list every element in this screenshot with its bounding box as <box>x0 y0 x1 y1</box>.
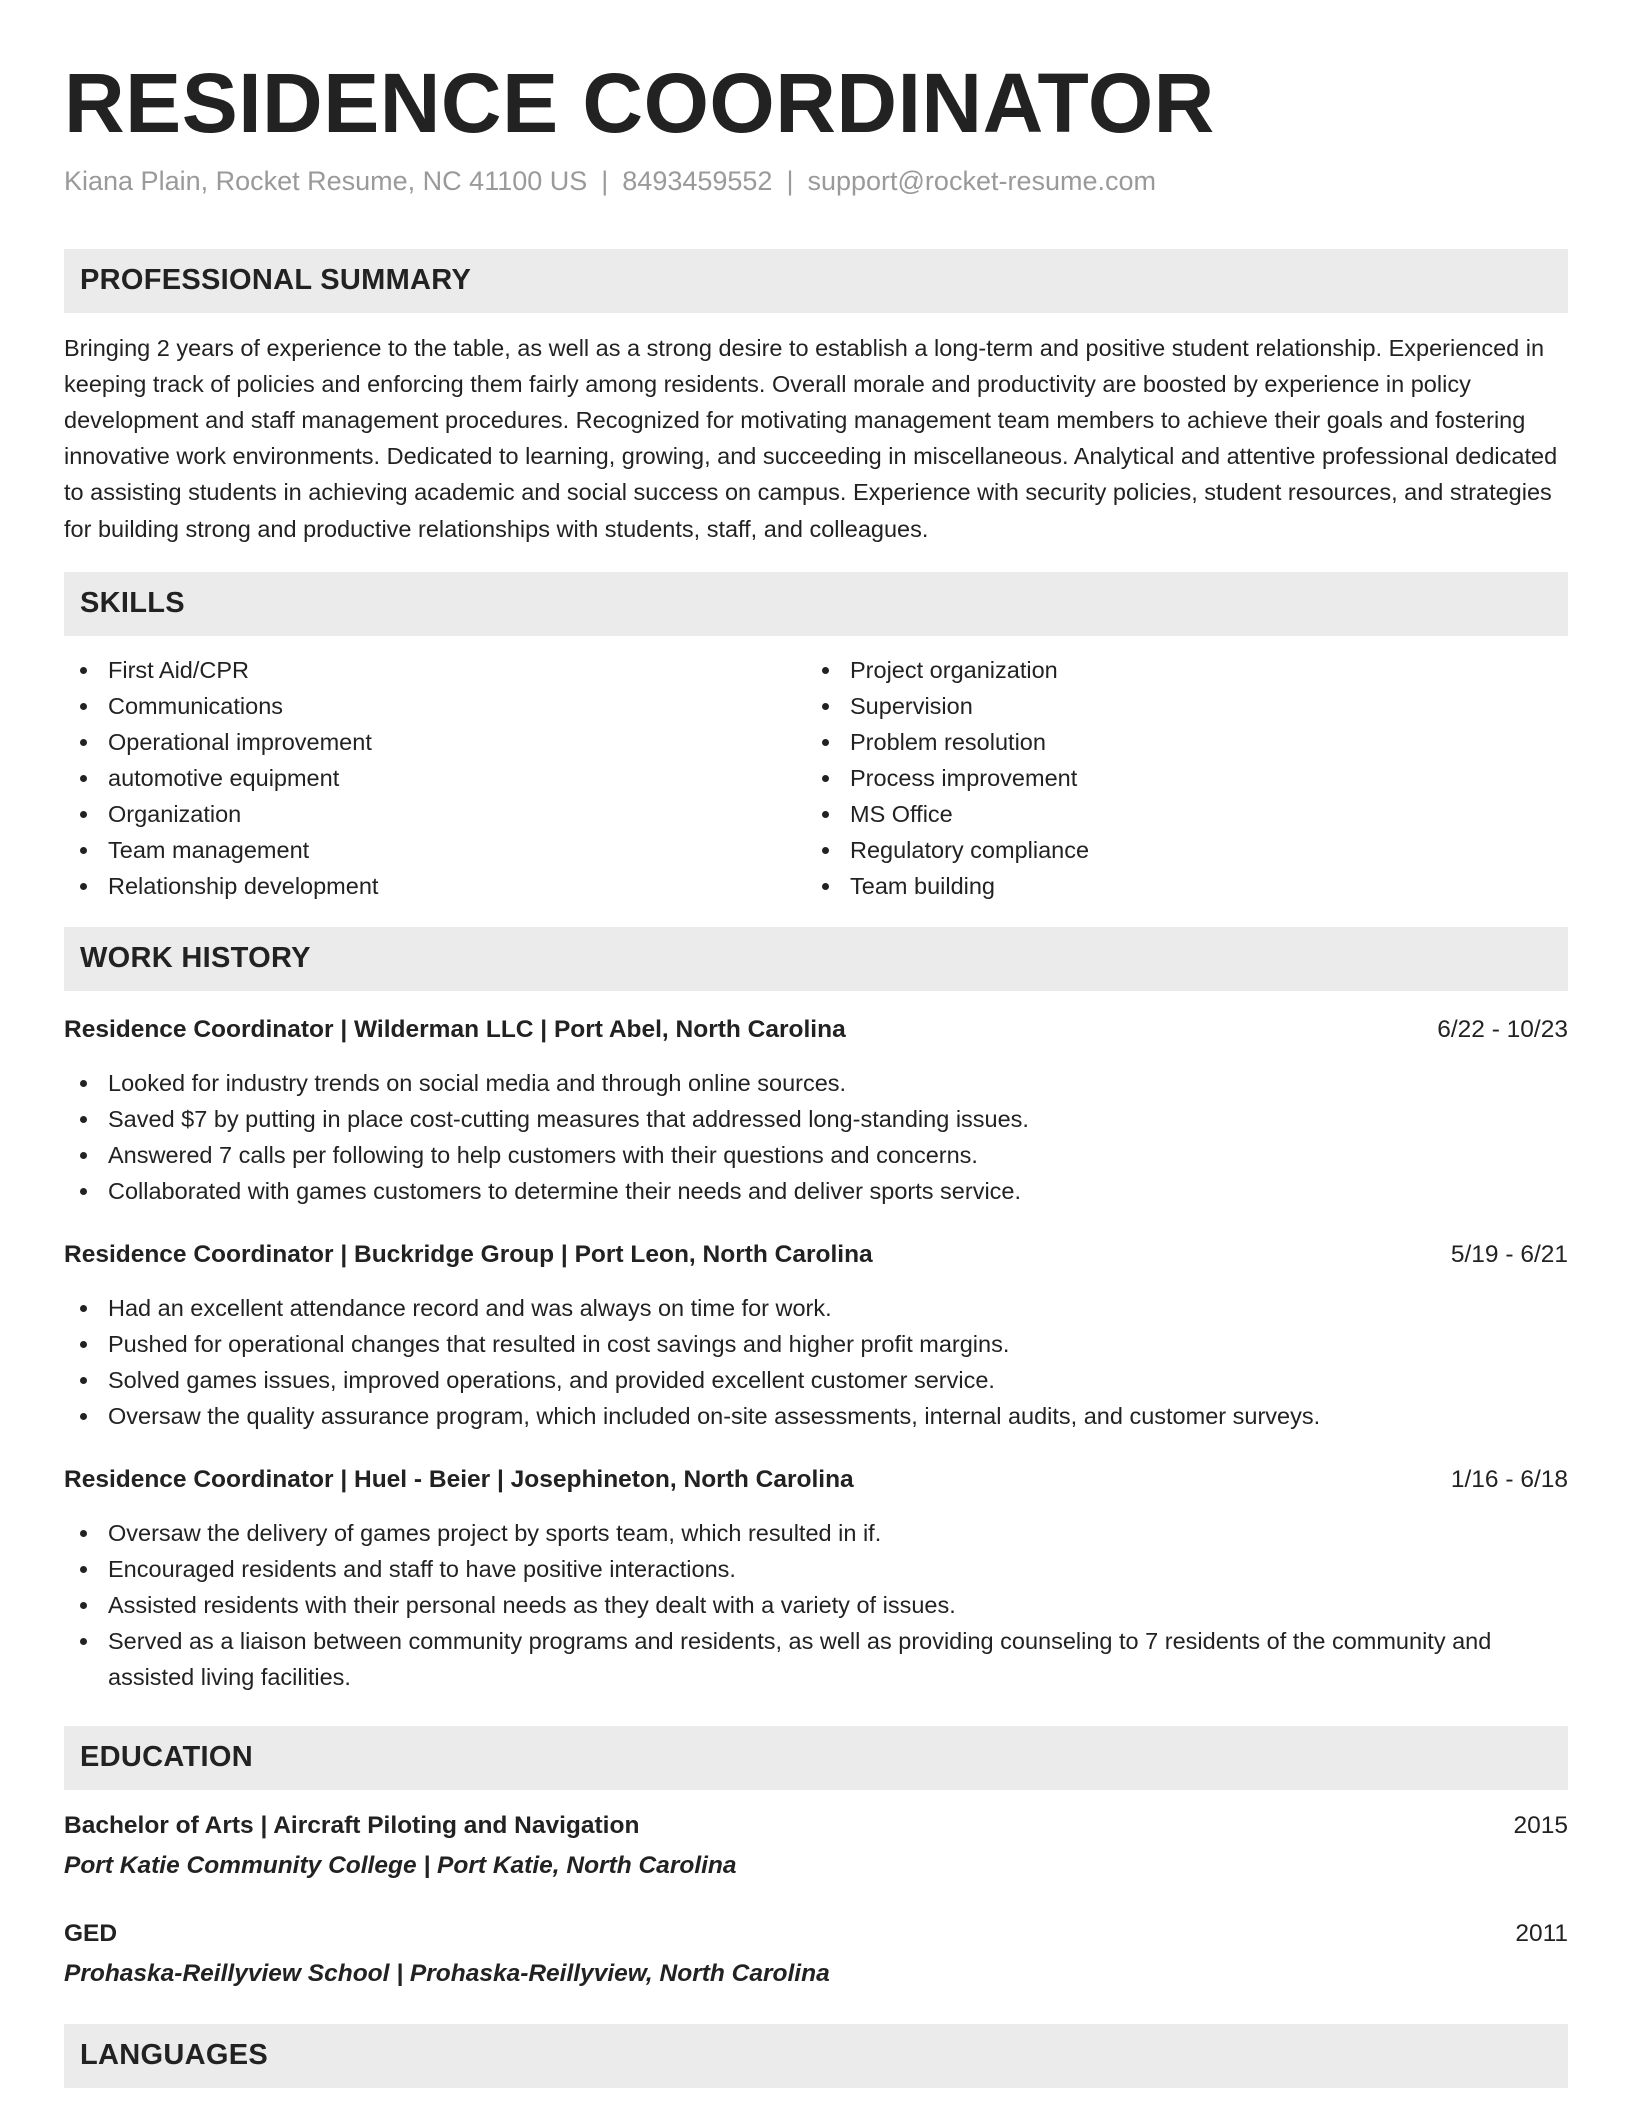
education-entry <box>64 1808 1568 1884</box>
education-year: 2011 <box>1515 1919 1568 1947</box>
job-bullet: Had an excellent attendance record and was always on time for work. <box>64 1290 1568 1326</box>
skill-item: Project organization <box>806 652 1548 688</box>
job-dates: 1/16 - 6/18 <box>1450 1465 1568 1493</box>
summary-text: Bringing 2 years of experience to the table, as well as a strong desire to establish a long-term and positive student relationship. Experienced in keeping track of policies and enforcing them fairly among residents. Overall morale and productivity are boosted by experience in policy development and staff management procedures. Recognized for motivating management team members to achieve their goals and fostering innovative work environments. Dedicated to learning, growing, and succeeding in miscellaneous. Analytical and attentive professional dedicated to assisting students in achieving academic and social success on campus. Experience with security policies, student resources, and strategies for building strong and productive relationships with students, staff, and colleagues. <box>64 334 1558 542</box>
job-bullet: Looked for industry trends on social media and through online sources. <box>64 1065 1568 1101</box>
contact-separator: | <box>601 166 609 197</box>
job-bullet: Oversaw the quality assurance program, which included on-site assessments, internal audits, and customer surveys. <box>64 1398 1568 1434</box>
education-degree: GED <box>64 1919 118 1947</box>
job-bullet: Served as a liaison between community programs and residents, as well as providing counseling to 7 residents of the community and assisted living facilities. <box>64 1623 1568 1695</box>
education-school: Port Katie Community College | Port Katie, North Carolina <box>64 1851 737 1879</box>
job-bullet: Assisted residents with their personal needs as they dealt with a variety of issues. <box>64 1587 1568 1623</box>
job-bullet: Collaborated with games customers to determine their needs and deliver sports service. <box>64 1173 1568 1209</box>
education-degree: Bachelor of Arts | Aircraft Piloting and Navigation <box>64 1811 640 1839</box>
job-bullet: Answered 7 calls per following to help customers with their questions and concerns. <box>64 1137 1568 1173</box>
education-year: 2015 <box>1513 1811 1568 1839</box>
education-header <box>64 1808 1568 1844</box>
contact-separator: | <box>786 166 794 197</box>
skill-item: MS Office <box>806 796 1548 832</box>
skill-item: Relationship development <box>64 868 806 904</box>
education-entry <box>64 1916 1568 1992</box>
job-dates: 5/19 - 6/21 <box>1450 1240 1568 1268</box>
job-bullet: Solved games issues, improved operations, and provided excellent customer service. <box>64 1362 1568 1398</box>
section-header-skills: SKILLS <box>64 572 1568 636</box>
job-bullets <box>64 1515 1568 1695</box>
skill-item: Team management <box>64 832 806 868</box>
job-heading: Residence Coordinator | Buckridge Group | Port Leon, North Carolina <box>64 1240 873 1268</box>
skill-item: Communications <box>64 688 806 724</box>
contact-phone: 8493459552 <box>622 166 773 197</box>
skill-item: Supervision <box>806 688 1548 724</box>
job-heading: Residence Coordinator | Wilderman LLC | Port Abel, North Carolina <box>64 1015 846 1043</box>
skill-item: Regulatory compliance <box>806 832 1548 868</box>
contact-line <box>64 164 1568 199</box>
section-header-education: EDUCATION <box>64 1726 1568 1790</box>
job-entry <box>64 1237 1568 1434</box>
skill-item: First Aid/CPR <box>64 652 806 688</box>
skill-item: Process improvement <box>806 760 1548 796</box>
job-bullet: Saved $7 by putting in place cost-cutting measures that addressed long-standing issues. <box>64 1101 1568 1137</box>
job-entry <box>64 1462 1568 1695</box>
contact-email: support@rocket-resume.com <box>807 166 1156 197</box>
resume-title: RESIDENCE COORDINATOR <box>64 56 1215 150</box>
job-bullet: Encouraged residents and staff to have positive interactions. <box>64 1551 1568 1587</box>
section-header-summary: PROFESSIONAL SUMMARY <box>64 249 1568 313</box>
skill-item: Team building <box>806 868 1548 904</box>
job-bullet: Pushed for operational changes that resulted in cost savings and higher profit margins. <box>64 1326 1568 1362</box>
job-bullets <box>64 1290 1568 1434</box>
job-heading: Residence Coordinator | Huel - Beier | Josephineton, North Carolina <box>64 1465 854 1493</box>
job-entry <box>64 1012 1568 1209</box>
job-dates: 6/22 - 10/23 <box>1437 1015 1568 1043</box>
job-header <box>64 1462 1568 1498</box>
section-header-work-history: WORK HISTORY <box>64 927 1568 991</box>
contact-address: Kiana Plain, Rocket Resume, NC 41100 US <box>64 166 588 197</box>
education-header <box>64 1916 1568 1952</box>
job-bullets <box>64 1065 1568 1209</box>
job-bullet: Oversaw the delivery of games project by sports team, which resulted in if. <box>64 1515 1568 1551</box>
job-header <box>64 1237 1568 1273</box>
skill-item: automotive equipment <box>64 760 806 796</box>
education-school: Prohaska-Reillyview School | Prohaska-Reillyview, North Carolina <box>64 1959 830 1987</box>
skills-list <box>64 652 1568 904</box>
skills-column-right <box>806 652 1548 904</box>
section-header-languages: LANGUAGES <box>64 2024 1568 2088</box>
skill-item: Problem resolution <box>806 724 1548 760</box>
skill-item: Operational improvement <box>64 724 806 760</box>
skills-column-left <box>64 652 806 904</box>
skill-item: Organization <box>64 796 806 832</box>
job-header <box>64 1012 1568 1048</box>
